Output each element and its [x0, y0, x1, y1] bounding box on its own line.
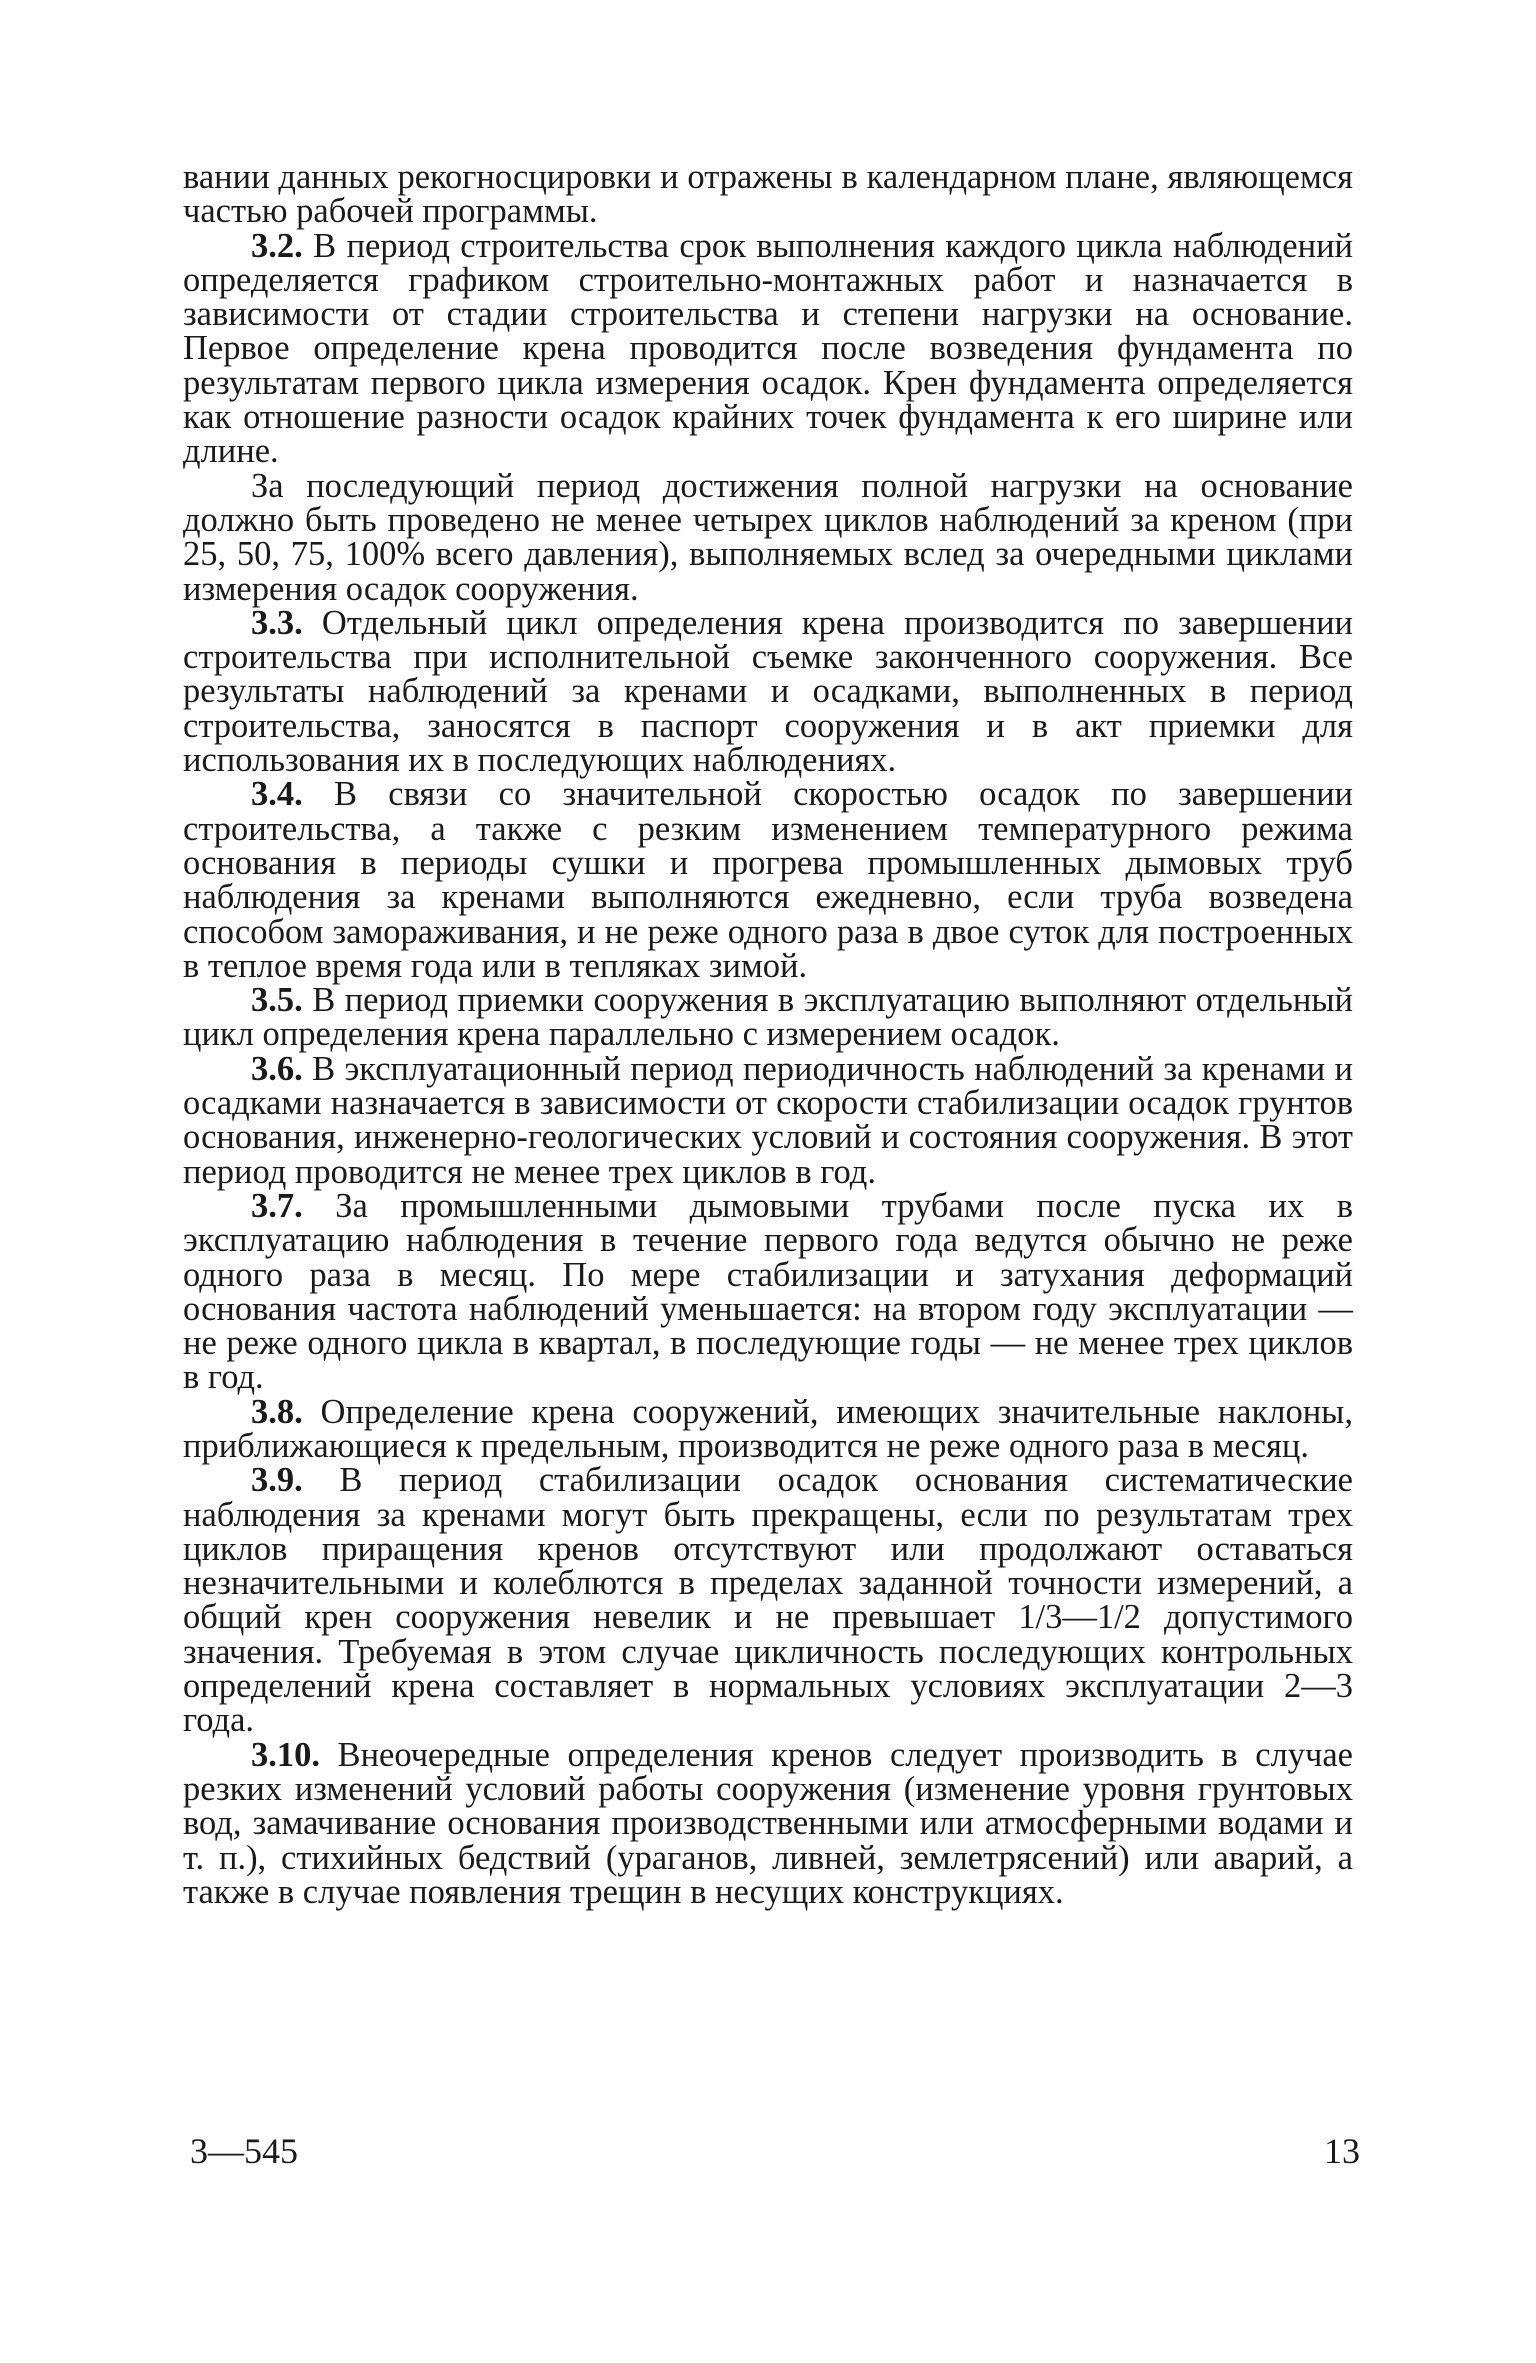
section-number: 3.7. — [251, 1186, 303, 1225]
paragraph-text: В связи со значительной скоростью осадок по завершении строительства, а также с резким изменением температурного режима основания в периоды сушки и прогрева промышленных дымовых труб наблюдения за кренами выполняются ежедневно, если труба возведена способом замораживания, и не реже одного раза в двое суток для построенных в теплое время года или в тепляках зимой. — [183, 775, 1353, 985]
paragraph-text: В период приемки сооружения в эксплуатацию выполняют отдельный цикл определения крена параллельно с измерением осадок. — [183, 981, 1353, 1054]
section-number: 3.2. — [251, 226, 303, 265]
paragraph-continuation — [183, 160, 1353, 229]
paragraph-text: В период строительства срок выполнения каждого цикла наблюдений определяется графиком строительно-монтажных работ и назначается в зависимости от стадии строительства и степени нагрузки на основание. Первое определение крена проводится после возведения фундамента по результатам первого цикла измерения осадок. Крен фундамента определяется как отношение разности осадок крайних точек фундамента к его ширине или длине. — [183, 226, 1353, 471]
section-number: 3.4. — [251, 775, 303, 814]
paragraph-3-8 — [183, 1392, 1353, 1465]
section-number: 3.5. — [251, 981, 303, 1020]
paragraph-3-3 — [183, 603, 1353, 780]
paragraph-3-7 — [183, 1186, 1353, 1397]
paragraph-text: Внеочередные определения кренов следует производить в случае резких изменений условий работы сооружения (изменение уровня грунтовых вод, замачивание основания производственными или атмосферными водами и т. п.), стихийных бедствий (ураганов, ливней, землетрясений) или аварий, а также в случае появления трещин в несущих конструкциях. — [183, 1735, 1353, 1911]
paragraph-3-2-cont — [183, 466, 1353, 608]
paragraph-3-4 — [183, 777, 1353, 983]
page-number: 13 — [1324, 2131, 1360, 2171]
section-number: 3.9. — [251, 1461, 303, 1500]
paragraph-text: За последующий период достижения полной нагрузки на основание должно быть проведено не менее четырех циклов наблюдений за креном (при 25, 50, 75, 100% всего давления), выполняемых вслед за очередными циклами измерения осадок сооружения. — [183, 466, 1353, 608]
section-number: 3.10. — [251, 1735, 320, 1774]
paragraph-3-5 — [183, 983, 1353, 1052]
paragraph-text: В эксплуатационный период периодичность наблюдений за кренами и осадками назначается в зависимости от скорости стабилизации осадок грунтов основания, инженерно-геологических условий и состояния сооружения. В этот период проводится не менее трех циклов в год. — [183, 1049, 1353, 1191]
paragraph-text: Определение крена сооружений, имеющих значительные наклоны, приближающиеся к предельным, производится не реже одного раза в месяц. — [183, 1392, 1353, 1465]
paragraph-text: вании данных рекогносцировки и отражены в календарном плане, являющемся частью рабочей программы. — [183, 158, 1353, 231]
paragraph-3-10 — [183, 1735, 1353, 1911]
paragraph-3-6 — [183, 1049, 1353, 1191]
paragraph-3-9 — [183, 1461, 1353, 1740]
paragraph-3-2 — [183, 226, 1353, 471]
signature-mark: 3—545 — [190, 2131, 298, 2171]
section-number: 3.3. — [251, 603, 303, 642]
paragraph-text: Отдельный цикл определения крена производится по завершении строительства при исполнительной съемке законченного сооружения. Все результаты наблюдений за кренами и осадками, выполненных в период строительства, заносятся в паспорт сооружения и в акт приемки для использования их в последующих наблюдениях. — [183, 603, 1353, 780]
section-number: 3.6. — [251, 1049, 303, 1088]
section-number: 3.8. — [251, 1392, 303, 1431]
paragraph-text: За промышленными дымовыми трубами после пуска их в эксплуатацию наблюдения в течение первого года ведутся обычно не реже одного раза в месяц. По мере стабилизации и затухания деформаций основания частота наблюдений уменьшается: на втором году эксплуатации — не реже одного цикла в квартал, в последующие годы — не менее трех циклов в год. — [183, 1186, 1353, 1397]
paragraph-text: В период стабилизации осадок основания систематические наблюдения за кренами могут быть прекращены, если по результатам трех циклов приращения кренов отсутствуют или продолжают оставаться незначительными и колеблются в пределах заданной точности измерений, а общий крен сооружения невелик и не превышает 1/3—1/2 допустимого значения. Требуемая в этом случае цикличность последующих контрольных определений крена составляет в нормальных условиях эксплуатации 2—3 года. — [183, 1461, 1353, 1740]
page-body — [183, 160, 1353, 1909]
